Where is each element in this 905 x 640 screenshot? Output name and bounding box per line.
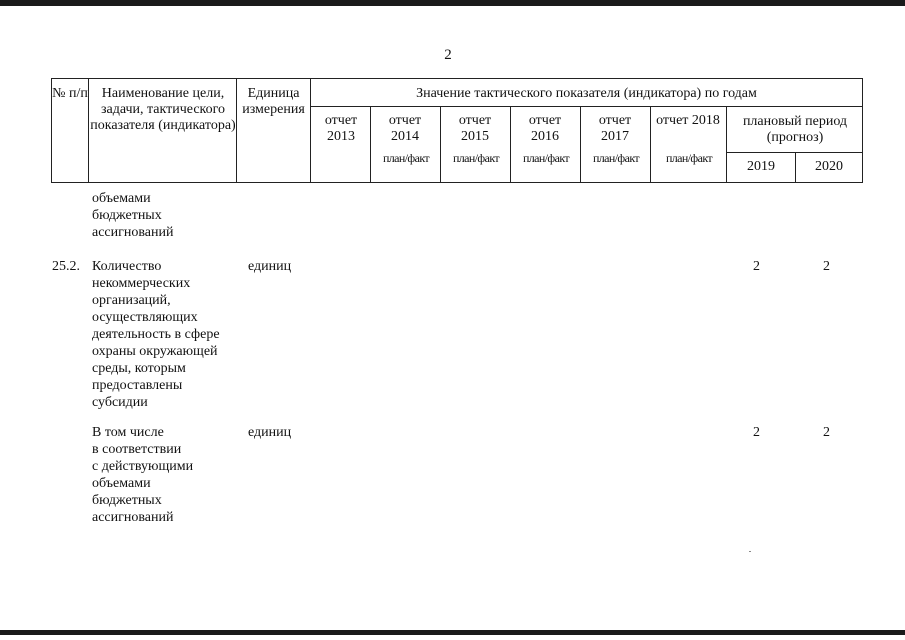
row-1-num: 25.2. [52, 259, 80, 274]
page-number: 2 [444, 47, 452, 63]
row-2-value-2019: 2 [753, 425, 760, 440]
header-report-2016: отчет 2016 [528, 113, 562, 144]
row-2-name: В том числе в соответствии с действующими объемами бюджетных ассигнований [92, 425, 194, 525]
header-report-2013: отчет 2013 [324, 113, 358, 144]
row-2-value-2020: 2 [823, 425, 830, 440]
header-name: Наименование цели, задачи, тактического показателя (индикатора) [90, 86, 236, 133]
header-planfact-2018: план/факт [665, 151, 713, 165]
header-report-2014: отчет 2014 [388, 113, 422, 144]
header-report-2017: отчет 2017 [598, 113, 632, 144]
header-num: № п/п [52, 86, 88, 101]
row-0-name: объемами бюджетных ассигнований [92, 191, 174, 240]
row-1-unit: единиц [248, 259, 292, 274]
header-planfact-2017: план/факт [592, 151, 640, 165]
header-unit: Единица измерения [242, 86, 305, 117]
scan-speck [749, 551, 751, 552]
header-report-2018: отчет 2018 [656, 113, 720, 128]
row-1-value-2020: 2 [823, 259, 830, 274]
header-report-2015: отчет 2015 [458, 113, 492, 144]
row-1-name: Количество некоммерческих организаций, осуществляющих деятельность в сфере охраны окружающей среды, которым предоставлены субсидии [92, 259, 220, 410]
header-planfact-2014: план/факт [382, 151, 430, 165]
header-planfact-2016: план/факт [522, 151, 570, 165]
header-year-2019: 2019 [747, 159, 775, 174]
row-2-unit: единиц [248, 425, 292, 440]
header-planfact-2015: план/факт [452, 151, 500, 165]
header-plan-period: плановый период (прогноз) [742, 114, 848, 145]
header-year-2020: 2020 [815, 159, 843, 174]
header-values: Значение тактического показателя (индикатора) по годам [416, 86, 757, 101]
row-1-value-2019: 2 [753, 259, 760, 274]
scan-bottom-edge [0, 630, 905, 635]
scan-top-edge [0, 0, 905, 6]
